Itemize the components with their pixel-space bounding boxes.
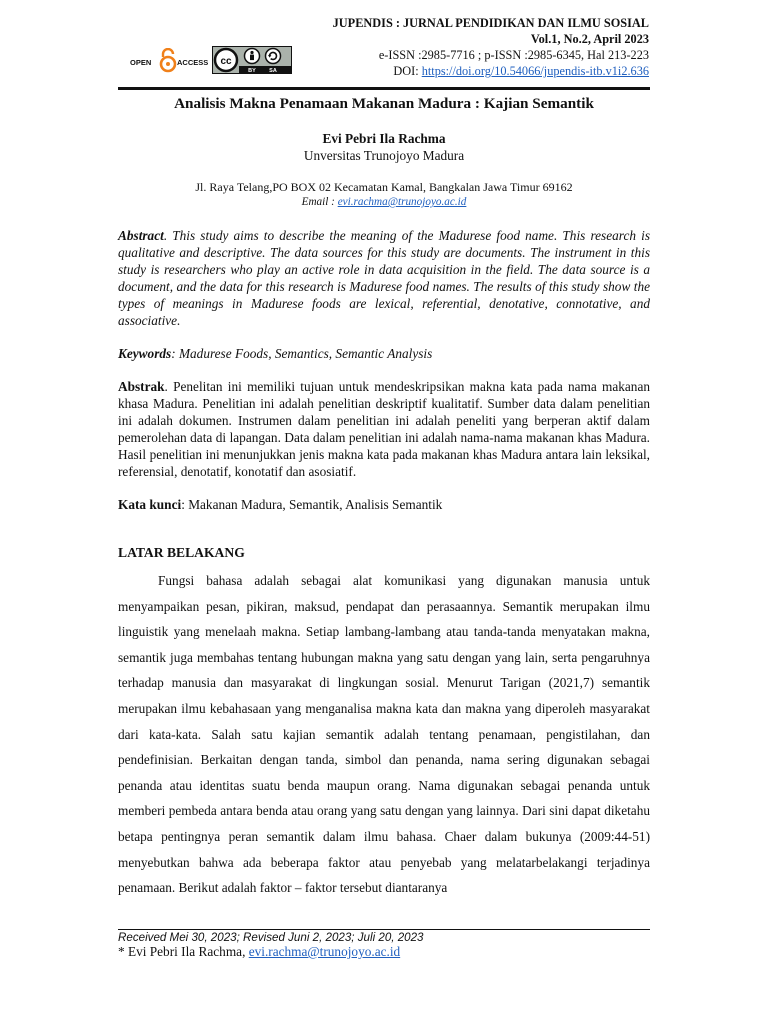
author-email-link[interactable]: evi.rachma@trunojoyo.ac.id bbox=[337, 196, 467, 208]
cc-by-text: BY bbox=[248, 68, 256, 74]
open-access-left-text: OPEN bbox=[130, 58, 152, 67]
email-label: Email : bbox=[301, 196, 338, 208]
author-name: Evi Pebri Ila Rachma bbox=[322, 131, 446, 146]
author-address: Jl. Raya Telang,PO BOX 02 Kecamatan Kamal, Bangkalan Jawa Timur 69162 bbox=[195, 180, 573, 194]
keywords-indonesian bbox=[118, 496, 650, 513]
author-email-line bbox=[118, 196, 650, 208]
cc-icon bbox=[215, 49, 237, 71]
author-affiliation: Unversitas Trunojoyo Madura bbox=[303, 148, 465, 163]
open-access-right-text: ACCESS bbox=[177, 58, 209, 67]
corresponding-author bbox=[118, 944, 400, 960]
abstract-indonesian-label: Abstrak bbox=[118, 379, 165, 394]
keywords-english-text: : Madurese Foods, Semantics, Semantic Analysis bbox=[171, 346, 433, 361]
section-heading: LATAR BELAKANG bbox=[118, 545, 245, 560]
abstract-english bbox=[118, 227, 650, 329]
journal-header bbox=[333, 15, 649, 79]
keywords-english bbox=[118, 345, 650, 362]
journal-doi bbox=[333, 63, 649, 79]
corresponding-author-email[interactable]: evi.rachma@trunojoyo.ac.id bbox=[248, 944, 401, 959]
article-title: Analisis Makna Penamaan Makanan Madura : Kajian Semantik bbox=[174, 95, 594, 112]
footer-divider bbox=[118, 929, 650, 930]
by-icon bbox=[245, 49, 260, 64]
abstract-english-label: Abstract bbox=[118, 228, 164, 243]
keywords-english-label: Keywords bbox=[118, 346, 172, 361]
cc-by-sa-badge bbox=[212, 46, 292, 74]
header-divider bbox=[118, 87, 650, 90]
abstract-indonesian-text: . Penelitan ini memiliki tujuan untuk mendeskripsikan makna kata pada nama makanan khasa Madura. Penelitian ini adalah penelitian deskriptif kualitatif. Sumber data dalam penelitian ini adalah dokumen. Instrumen dalam penelitian ini adalah peneliti yang berperan aktif dalam pemerolehan data di lapangan. Data dalam penelitian ini adalah nama-nama makanan khas Madura. Hasil penelitian ini menunjukkan jenis makna kata pada makanan khas Madura antara lain leksikal, referensial, denotatif, konotatif dan asosiatif. bbox=[118, 379, 650, 479]
journal-name: JUPENDIS : JURNAL PENDIDIKAN DAN ILMU SOSIAL bbox=[332, 16, 649, 30]
keywords-indonesian-text: : Makanan Madura, Semantik, Analisis Semantik bbox=[181, 497, 443, 512]
open-access-logo bbox=[130, 48, 210, 74]
section-body: Fungsi bahasa adalah sebagai alat komunikasi yang digunakan manusia untuk menyampaikan pesan, pikiran, maksud, pendapat dan perasaannya. Semantik merupakan ilmu linguistik yang menelaah makna. Setiap lambang-lambang atau tanda-tanda menyatakan makna, semantik juga membahas tentang hubungan makna yang satu dengan yang lain, serta pengaruhnya terhadap manusia dan masyarakat di lingkungan sosial. Menurut Tarigan (2021,7) semantik merupakan ilmu kebahasaan yang menganalisa makna kata dan makna yang diperoleh masyarakat dari kata-kata. Salah satu kajian semantik adalah tentang penamaan, pengistilahan, dan pendefinisian. Berkaitan dengan tanda, simbol dan penanda, nama sering digunakan sebagai penanda atau identitas suatu benda maupun orang. Nama digunakan sebagai penanda untuk memberi pembeda antara benda atau orang yang satu dengan yang lainnya. Dari sini dapat diketahu betapa pentingnya peran semantik dalam ilmu bahasa. Chaer dalam bukunya (2009:44-51) menyebutkan bahwa ada beberapa faktor atau penyebab yang melatarbelakangi terjadinya penamaan. Berikut adalah faktor – faktor tersebut diantaranya bbox=[118, 573, 650, 896]
journal-issn: e-ISSN :2985-7716 ; p-ISSN :2985-6345, Hal 213-223 bbox=[378, 48, 649, 62]
keywords-indonesian-label: Kata kunci bbox=[118, 497, 182, 512]
open-access-lock-icon bbox=[161, 49, 175, 71]
doi-link[interactable]: https://doi.org/10.54066/jupendis-itb.v1i2.636 bbox=[421, 64, 649, 78]
abstract-english-text: . This study aims to describe the meaning of the Madurese food name. This research is qualitative and descriptive. The data sources for this study are documents. The instrument in this study is researchers who play an active role in data acquisition in the field. The data source is a document, and the data for this research is Madurese food names. The results of this study show the types of meanings in Madurese foods are lexical, referential, denotative, connotative, and associative. bbox=[118, 228, 650, 328]
abstract-indonesian bbox=[118, 378, 650, 480]
journal-volume: Vol.1, No.2, April 2023 bbox=[530, 32, 649, 46]
received-dates: Received Mei 30, 2023; Revised Juni 2, 2023; Juli 20, 2023 bbox=[118, 931, 424, 944]
sa-icon bbox=[266, 49, 281, 64]
cc-label: cc bbox=[220, 56, 232, 67]
corresponding-author-name: * Evi Pebri Ila Rachma, bbox=[118, 944, 249, 959]
doi-label: DOI: bbox=[393, 64, 422, 78]
cc-sa-text: SA bbox=[269, 68, 277, 74]
